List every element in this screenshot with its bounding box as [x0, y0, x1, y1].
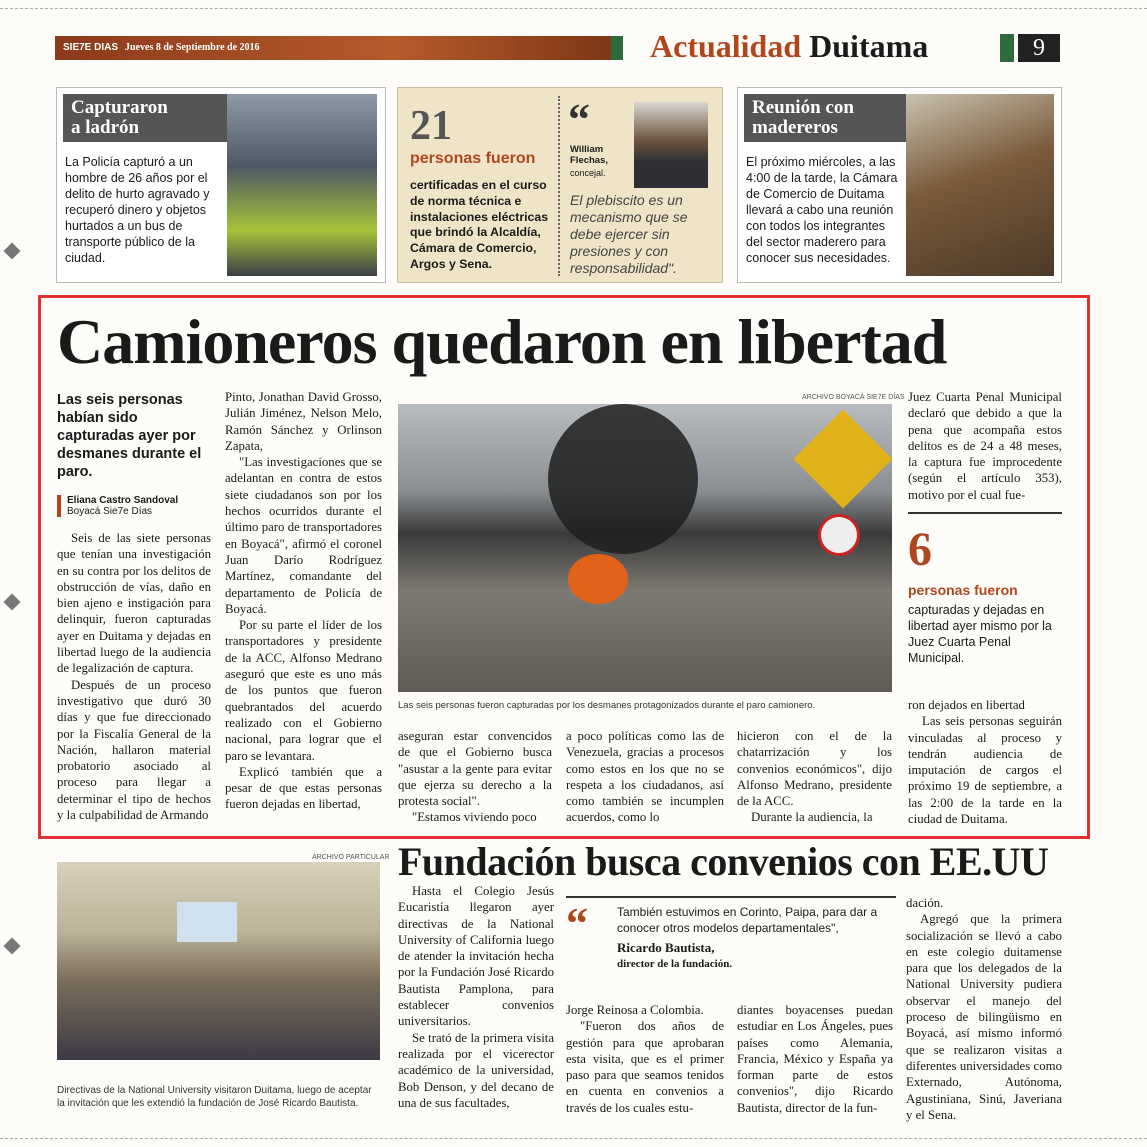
stat-six-label: personas fueron [908, 582, 1018, 598]
quote-name: William Flechas, [570, 144, 609, 166]
brief-capturaron [56, 87, 386, 283]
stat-text: certificadas en el curso de norma técnica e instalaciones eléctricas que brindó la Alcaldía, Cámara de Comercio, Argos y Sena. [410, 178, 549, 271]
arrest-photo [227, 94, 377, 276]
stat-six: 6 [908, 523, 932, 576]
main-col6-bottom: ron dejados en libertad Las seis personas seguirán vinculadas al proceso y tendrán audiencia de imputación de cargos el próximo 19 de septiembre, a las 2:00 de la tarde en la ciudad de Duitama. [908, 698, 1062, 827]
header-bar [55, 36, 623, 60]
stat-number: 21 [410, 103, 452, 149]
section-title [650, 28, 928, 65]
meeting-photo [57, 862, 380, 1060]
divider [558, 96, 560, 276]
main-col5: hicieron con el de la chatarrización y los convenios económicos", dijo Alfonso Medrano, presidente de la ACC. Durante la audiencia, la [737, 729, 892, 825]
second-col3: diantes boyacenses puedan estudiar en Los Ángeles, pues países como Alemania, Francia, México y España ya forman parte de estos convenios", dijo Ricardo Bautista, director de la fun- [737, 1003, 893, 1115]
portrait-photo [634, 102, 708, 188]
brief-text: El próximo miércoles, a las 4:00 de la tarde, la Cámara de Comercio de Duitama llevará a cabo una reunión con todos los integrantes del sector maderero para conocer sus necesidades. [746, 155, 898, 265]
stat-six-text: capturadas y dejadas en libertad ayer mismo por la Juez Cuarta Penal Municipal. [908, 603, 1052, 665]
issue-date: Jueves 8 de Septiembre de 2016 [125, 42, 260, 53]
author-outlet: Boyacá Sie7e Días [67, 506, 153, 517]
photo-caption-2: Directivas de la National University visitaron Duitama, luego de aceptar la invitación que les extendió la fundación de José Ricardo Bautista. [57, 1085, 372, 1109]
brief-certificados [397, 87, 723, 283]
quote-role: concejal. [570, 168, 606, 178]
quote-icon-2: “ [566, 899, 588, 948]
page-top-rule [0, 8, 1147, 9]
photo-credit: ARCHIVO BOYACÁ SIE7E DÍAS [802, 394, 905, 401]
page-bottom-rule [0, 1138, 1147, 1139]
quote-icon: “ [568, 95, 590, 144]
registration-mark-icon [4, 243, 21, 260]
main-col4: a poco políticas como las de Venezuela, gracias a procesos como estos en los que no se respeta a los ciudadanos, así como también se incumplen acuerdos, como lo [566, 729, 724, 825]
photo-credit-2: ARCHIVO PARTICULAR [312, 854, 390, 861]
workshop-photo [906, 94, 1054, 276]
second-col1: Hasta el Colegio Jesús Eucaristía llegaron ayer directivas de la National University of California luego de atender la invitación hecha por la Fundación José Ricardo Bautista Pamplona, para establecer convenios universitarios. Se trató de la primera visita realizada por el vicerector académico de la universidad, Bob Denson, y del decano de una de sus facultades, [398, 884, 554, 1110]
brand-name: SIE7E DIAS [63, 42, 119, 53]
main-col6-top: Juez Cuarta Penal Municipal declaró que debido a que la pena que acompaña estos delitos es de 24 a 48 meses, la captura fue improcedente (según el artículo 353), motivo por el cual fue- [908, 390, 1062, 502]
brief-madereros [737, 87, 1062, 283]
quote-rule [566, 896, 896, 898]
author-name: Eliana Castro Sandoval [67, 495, 179, 506]
quote-text-2: También estuvimos en Corinto, Paipa, para dar a conocer otros modelos departamentales", [617, 905, 878, 935]
stat-label: personas fueron [410, 150, 536, 167]
second-headline: Fundación busca convenios con EE.UU [398, 839, 1049, 884]
protest-photo [398, 404, 892, 692]
brief-title: Capturaron a ladrón [63, 94, 229, 142]
page-number: 9 [1000, 34, 1060, 62]
quote-text: El plebiscito es un mecanismo que se debe ejercer sin presiones y con responsabilidad". [570, 192, 688, 276]
brief-text: La Policía capturó a un hombre de 26 años por el delito de hurto agravado y recuperó dinero y objetos hurtados a un bus de transporte público de la ciudad. [65, 155, 210, 265]
section-title-b: Duitama [809, 28, 929, 64]
section-title-a: Actualidad [650, 28, 802, 64]
quote-name-2: Ricardo Bautista, [617, 940, 715, 955]
main-headline: Camioneros quedaron en libertad [57, 306, 947, 377]
stat-rule [908, 512, 1062, 514]
quote-role-2: director de la fundación. [617, 958, 733, 970]
second-col2: Jorge Reinosa a Colombia. "Fueron dos años de gestión para que aprobaran esta visita, que es el primer paso para que seamos tenidos en cuenta en convenios a través de los cuales estu- [566, 1003, 724, 1115]
header-accent [611, 36, 623, 60]
registration-mark-icon [4, 594, 21, 611]
second-col4: dación. Agregó que la primera socialización se llevó a cabo en este colegio duitamense para que los delegados de la National University pudiera observar el manejo del proceso de bilingüismo en Boyacá, así mismo informó que se realizaron visitas a diferentes universidades como Externado, Autónoma, Agustiniana, Sinú, Javeriana y el Sena. [906, 896, 1062, 1122]
main-kicker: Las seis personas habían sido capturadas ayer por desmanes durante el paro. [57, 392, 202, 480]
registration-mark-icon [4, 938, 21, 955]
main-col2: Pinto, Jonathan David Grosso, Julián Jiménez, Nelson Melo, Ramón Sánchez y Orlinson Zapata, "Las investigaciones que se adelantan en contra de estos siete ciudadanos son por los hechos ocurridos durante el último paro de transportadores en Boyacá", afirmó el coronel Juan Darío Rodríguez Martínez, comandante del departamento de Policía de Boyacá. Por su parte el líder de los transportadores y presidente de la ACC, Alfonso Medrano aseguró que este es uno más de los puntos que fueron quebrantados del acuerdo realizado con el Gobierno nacional, para lograr que el paro se levantara. Explicó también que a pesar de que estas personas fueron dejadas en libertad, [225, 390, 382, 812]
main-col3: aseguran estar convencidos de que el Gobierno busca "asustar a la gente para evitar que ejerza su derecho a la protesta social". "Estamos viviendo poco [398, 729, 552, 825]
photo-caption: Las seis personas fueron capturadas por los desmanes protagonizados durante el paro camionero. [398, 700, 816, 711]
byline [57, 495, 207, 517]
brief-title: Reunión con madereros [744, 94, 912, 142]
main-col1: Seis de las siete personas que tenían una investigación en su contra por los delitos de obstrucción de vías, daño en bien ajeno e instigación para delinquir, fueron capturadas ayer en Duitama y dejadas en libertad luego de la audiencia de legalización de captura. Después de un proceso investigativo que duró 30 días y que fue direccionado por la Fiscalía General de la Nación, hallaron material probatorio asociado al proceso para llegar a determinar el tipo de hechos y la culpabilidad de Armando [57, 531, 211, 823]
